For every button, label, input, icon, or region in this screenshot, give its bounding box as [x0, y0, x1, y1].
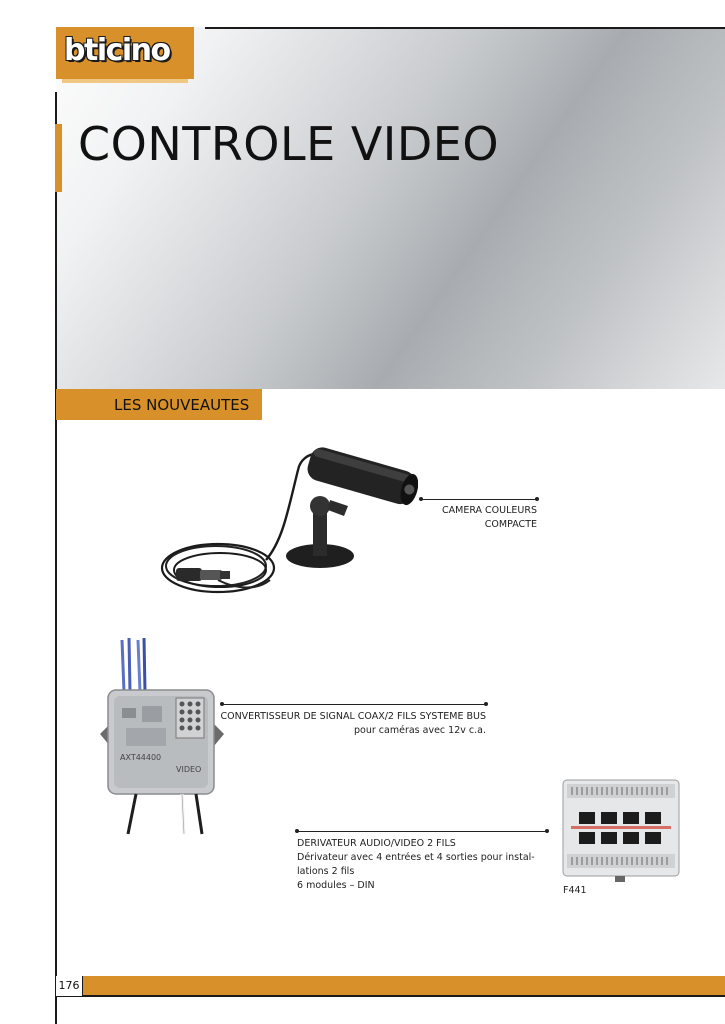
camera-name-line: COMPACTE	[484, 519, 537, 530]
splitter-name: DERIVATEUR AUDIO/VIDEO 2 FILS	[297, 838, 456, 849]
av-splitter-image	[561, 776, 683, 884]
converter-callout-dot	[220, 702, 224, 706]
page-number: 176	[56, 976, 83, 996]
splitter-callout-dot	[295, 829, 299, 833]
splitter-caption	[297, 837, 547, 893]
converter-callout-dot	[484, 702, 488, 706]
splitter-callout-line	[297, 831, 547, 832]
footer-rule	[56, 995, 725, 997]
title-marker	[55, 124, 62, 192]
splitter-callout-dot	[545, 829, 549, 833]
converter-name: CONVERTISSEUR DE SIGNAL COAX/2 FILS SYSTEME BUS	[220, 711, 486, 722]
converter-detail: pour caméras avec 12v c.a.	[354, 725, 486, 736]
converter-callout-line	[222, 704, 486, 705]
splitter-product-code: F441	[563, 885, 587, 896]
camera-callout-dot	[535, 497, 539, 501]
header-top-rule	[205, 27, 725, 29]
splitter-detail-line: Dérivateur avec 4 entrées et 4 sorties pour instal-	[297, 852, 535, 863]
section-title: LES NOUVEAUTES	[114, 396, 250, 414]
splitter-detail-line: 6 modules – DIN	[297, 880, 375, 891]
compact-camera-image	[158, 440, 418, 610]
footer-bar	[82, 976, 725, 996]
header-banner	[56, 27, 725, 389]
converter-video-print: VIDEO	[176, 765, 202, 774]
camera-caption	[380, 504, 537, 532]
camera-callout-line	[421, 499, 537, 500]
converter-model-print: AXT44400	[120, 753, 162, 762]
camera-callout-dot	[419, 497, 423, 501]
converter-caption	[200, 710, 486, 738]
camera-name-line: CAMERA COULEURS	[441, 505, 537, 516]
splitter-detail-line: lations 2 fils	[297, 866, 355, 877]
brand-logo-text: bticino	[64, 33, 170, 68]
page-title: CONTROLE VIDEO	[78, 117, 500, 171]
left-margin-rule	[55, 92, 57, 1024]
